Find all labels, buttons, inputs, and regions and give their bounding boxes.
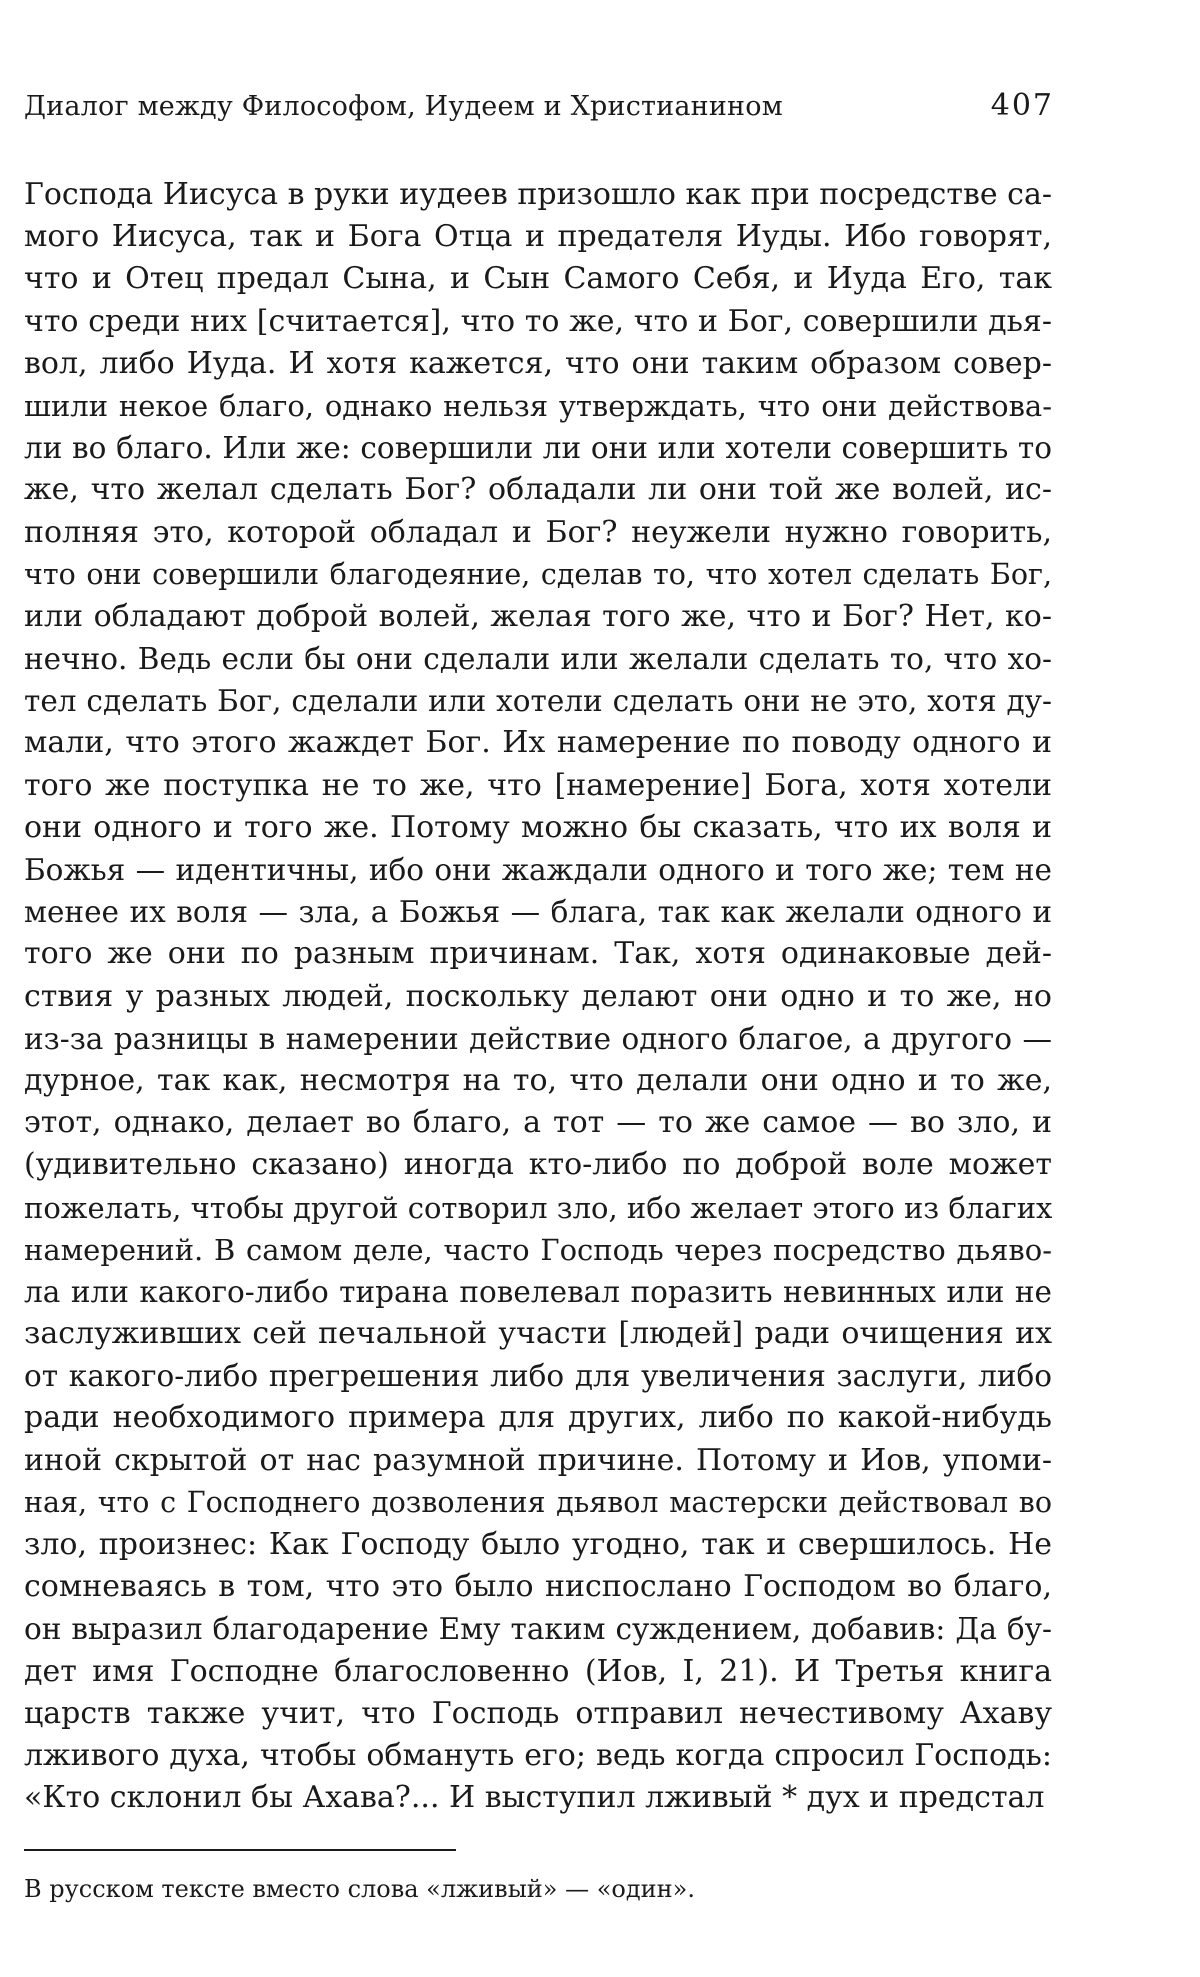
text-line: намерений. В самом деле, часто Господь через посредство дьяво- bbox=[24, 1232, 1052, 1267]
text-line: сомневаясь в том, что это было ниспослано Господом во благо, bbox=[24, 1569, 1052, 1605]
page-header bbox=[24, 88, 1054, 132]
text-line: мали, что этого жаждет Бог. Их намерение по поводу одного и bbox=[24, 725, 1052, 761]
text-line: тел сделать Бог, сделали или хотели сделать они не это, хотя ду- bbox=[24, 684, 1052, 719]
body-text bbox=[24, 174, 1052, 1819]
text-line: зло, произнес: Как Господу было угодно, так и свершилось. Не bbox=[24, 1527, 1052, 1562]
text-line: шили некое благо, однако нельзя утверждать, что они действова- bbox=[24, 388, 1052, 423]
text-line: дурное, так как, несмотря на то, что делали они одно и то же, bbox=[24, 1062, 1052, 1098]
text-line: «Кто склонил бы Ахава?... И выступил лживый * дух и предстал bbox=[24, 1780, 1045, 1816]
running-title: Диалог между Философом, Иудеем и Христианином bbox=[24, 91, 783, 122]
text-line: заслуживших сей печальной участи [людей] ради очищения их bbox=[24, 1316, 1052, 1352]
text-line: дет имя Господне благословенно (Иов, I, 21). И Третья книга bbox=[24, 1653, 1052, 1689]
text-line: они одного и того же. Потому можно бы сказать, что их воля и bbox=[24, 809, 1052, 845]
text-line: же, что желал сделать Бог? обладали ли они той же волей, ис- bbox=[24, 472, 1052, 508]
text-line: этот, однако, делает во благо, а тот — то же самое — во зло, и bbox=[24, 1105, 1052, 1141]
text-line: что среди них [считается], что то же, что и Бог, совершили дья- bbox=[24, 303, 1052, 339]
text-line: царств также учит, что Господь отправил нечестивому Ахаву bbox=[24, 1695, 1052, 1731]
text-line: мого Иисуса, так и Бога Отца и предателя Иуды. Ибо говорят, bbox=[24, 219, 1052, 255]
text-line: менее их воля — зла, а Божья — блага, так как желали одного и bbox=[24, 895, 1052, 930]
text-line: ли во благо. Или же: совершили ли они или хотели совершить то bbox=[24, 431, 1052, 466]
footnote-rule bbox=[24, 1849, 456, 1851]
text-line: нечно. Ведь если бы они сделали или желали сделать то, что хо- bbox=[24, 642, 1052, 677]
text-line: он выразил благодарение Ему таким суждением, добавив: Да бу- bbox=[24, 1612, 1052, 1647]
text-line: от какого-либо прегрешения либо для увеличения заслуги, либо bbox=[24, 1359, 1052, 1394]
text-line: (удивительно сказано) иногда кто-либо по доброй воле может bbox=[24, 1147, 1052, 1183]
text-line: из-за разницы в намерении действие одного благое, а другого — bbox=[24, 1021, 1052, 1056]
text-line: пожелать, чтобы другой сотворил зло, ибо желает этого из благих bbox=[24, 1190, 1052, 1225]
text-line: или обладают доброй волей, желая того же, что и Бог? Нет, ко- bbox=[24, 598, 1052, 634]
text-line: ствия у разных людей, поскольку делают они одно и то же, но bbox=[24, 978, 1052, 1014]
text-line: что они совершили благодеяние, сделав то, что хотел сделать Бог, bbox=[24, 557, 1052, 591]
text-line: того же они по разным причинам. Так, хотя одинаковые дей- bbox=[24, 936, 1052, 972]
text-line: ради необходимого примера для других, либо по какой-нибудь bbox=[24, 1400, 1052, 1436]
text-line: того же поступка не то же, что [намерение] Бога, хотя хотели bbox=[24, 767, 1052, 803]
text-line: Божья — идентичны, ибо они жаждали одного и того же; тем не bbox=[24, 853, 1052, 887]
text-line: лживого духа, чтобы обмануть его; ведь когда спросил Господь: bbox=[24, 1737, 1052, 1773]
text-line: ла или какого-либо тирана повелевал поразить невинных или не bbox=[24, 1274, 1052, 1309]
text-line: полняя это, которой обладал и Бог? неужели нужно говорить, bbox=[24, 514, 1052, 550]
text-line: Господа Иисуса в руки иудеев призошло как при посредстве са- bbox=[24, 177, 1052, 212]
text-line: что и Отец предал Сына, и Сын Самого Себя, и Иуда Его, так bbox=[24, 261, 1052, 297]
text-line: вол, либо Иуда. И хотя кажется, что они таким образом совер- bbox=[24, 345, 1052, 381]
page-number: 407 bbox=[990, 88, 1054, 123]
text-line: ная, что с Господнего дозволения дьявол мастерски действовал во bbox=[24, 1485, 1052, 1519]
footnote: В русском тексте вместо слова «лживый» — «один». bbox=[24, 1875, 695, 1903]
text-line: иной скрытой от нас разумной причине. Потому и Иов, упоми- bbox=[24, 1442, 1052, 1478]
